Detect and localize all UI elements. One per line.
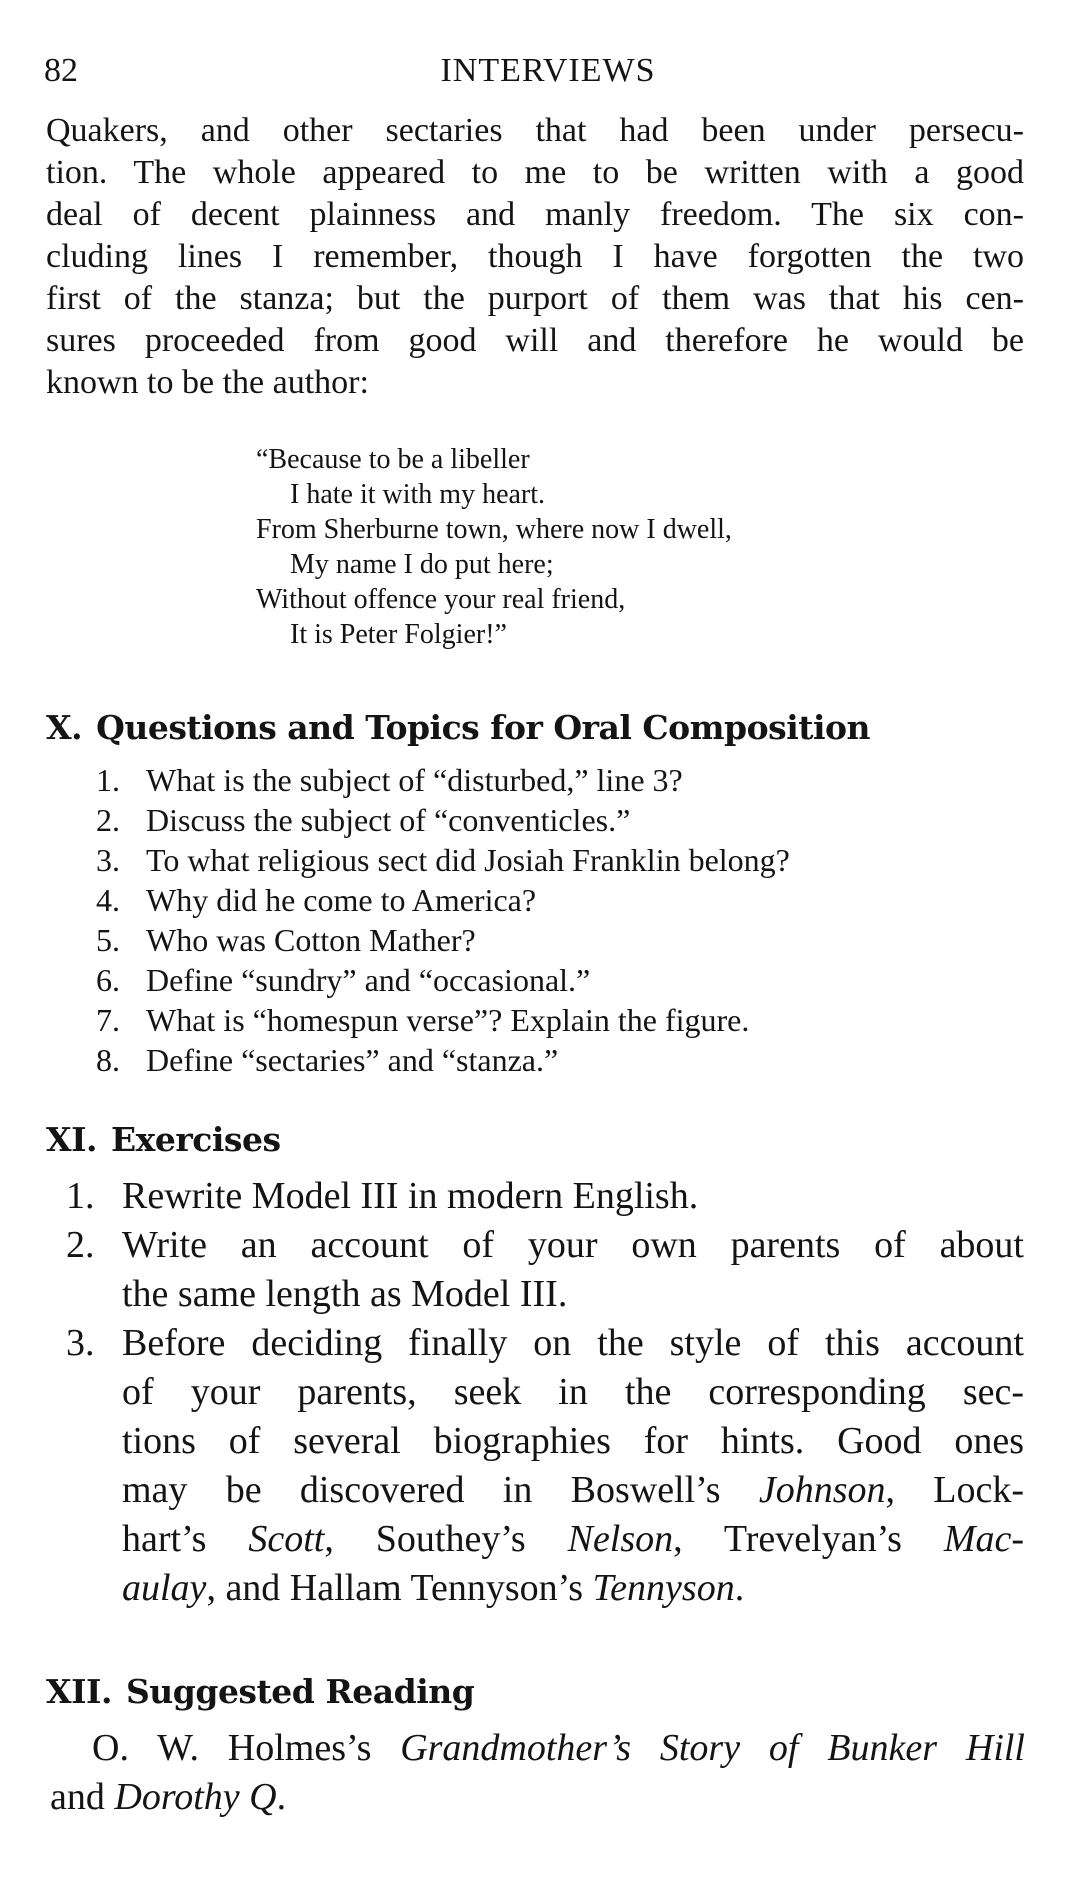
paragraph-line: known to be the author: — [46, 364, 369, 401]
section-number: X. — [46, 708, 83, 747]
list-item: 1. Rewrite Model III in modern English. — [66, 1175, 699, 1217]
list-item: 7. What is “homespun verse”? Explain the figure. — [96, 1002, 750, 1038]
intro-paragraph — [46, 110, 1024, 404]
paragraph-line: cluding lines I remember, though I have forgotten the two — [46, 238, 1024, 275]
section-number: XI. — [46, 1120, 98, 1159]
poem-line: I hate it with my heart. — [290, 479, 546, 510]
running-head — [44, 52, 1032, 92]
list-item: 5. Who was Cotton Mather? — [96, 922, 476, 958]
poem-line: “Because to be a libeller — [256, 444, 530, 475]
exercises-list — [66, 1172, 1024, 1613]
section-title: Questions and Topics for Oral Composition — [96, 708, 871, 747]
list-item: 4. Why did he come to America? — [96, 882, 537, 918]
list-item: 2. Discuss the subject of “conventicles.” — [96, 802, 631, 838]
questions-list — [96, 760, 790, 1080]
page-number: 82 — [44, 52, 78, 89]
poem-line: Without offence your real friend, — [256, 584, 626, 615]
section-title: Exercises — [111, 1120, 281, 1159]
poem-line: It is Peter Folgier!” — [290, 619, 507, 650]
section-title: Suggested Reading — [125, 1672, 475, 1711]
poem-line: From Sherburne town, where now I dwell, — [256, 514, 732, 545]
poem-quote — [256, 442, 732, 652]
poem-line: My name I do put here; — [290, 549, 554, 580]
section-x-heading — [46, 708, 870, 747]
paragraph-line: tion. The whole appeared to me to be written with a good — [46, 154, 1024, 191]
list-item: 8. Define “sectaries” and “stanza.” — [96, 1042, 559, 1078]
running-title: INTERVIEWS — [440, 52, 656, 89]
list-item: 2. Write an account of your own parents of about the same length as Model III. — [66, 1224, 1024, 1315]
section-xii-heading — [46, 1672, 474, 1711]
list-item: 3. To what religious sect did Josiah Franklin belong? — [96, 842, 790, 878]
paragraph-line: Quakers, and other sectaries that had been under persecu- — [46, 112, 1024, 149]
paragraph-line: first of the stanza; but the purport of them was that his cen- — [46, 280, 1024, 317]
section-number: XII. — [46, 1672, 112, 1711]
paragraph-line: deal of decent plainness and manly freedom. The six con- — [46, 196, 1024, 233]
list-item: 1. What is the subject of “disturbed,” line 3? — [96, 762, 683, 798]
list-item: 3. Before deciding finally on the style of this account of your parents, seek in the corresponding sec- tions of several biographies for hints. Good ones may be discovered in Boswell’s Johnson, Lock- hart’s Scott, Southey’s Nelson, Trevelyan’s Mac- aulay, and Hallam Tennyson’s Tennyson. — [66, 1322, 1025, 1609]
suggested-reading: O. W. Holmes’s Grandmother’s Story of Bunker Hill and Dorothy Q. — [50, 1727, 1025, 1818]
paragraph-line: sures proceeded from good will and therefore he would be — [46, 322, 1024, 359]
section-xi-heading — [46, 1120, 281, 1159]
list-item: 6. Define “sundry” and “occasional.” — [96, 962, 591, 998]
